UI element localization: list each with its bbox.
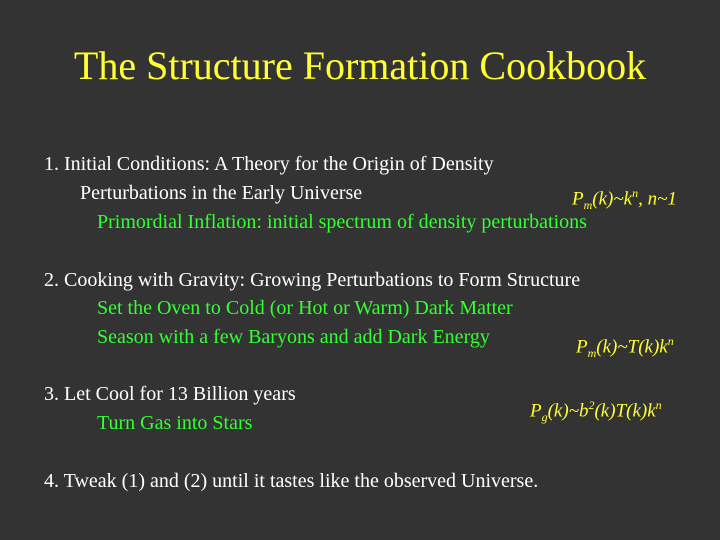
item-2-line-1: 2. Cooking with Gravity: Growing Perturbations to Form Structure: [44, 269, 581, 291]
formula-galaxy-power-spectrum: $P_g(k)\sim b^2(k)T(k)k^n$: [530, 398, 662, 425]
slide-title: The Structure Formation Cookbook: [73, 43, 647, 88]
item-2-sub-2: Season with a few Baryons and add Dark Energy: [97, 326, 490, 348]
item-3-sub-1: Turn Gas into Stars: [97, 412, 253, 434]
formula-power-spectrum-transfer: $P_m(k)\sim T(k)k^n$: [576, 334, 674, 361]
item-3-line-1: 3. Let Cool for 13 Billion years: [44, 383, 296, 405]
item-1-sub-1: Primordial Inflation: initial spectrum of density perturbations: [97, 211, 587, 233]
formula-power-spectrum-initial: $P_m(k)\sim k^n$, n~1: [572, 186, 677, 213]
item-1-line-2: Perturbations in the Early Universe: [80, 182, 363, 204]
item-2-sub-1: Set the Oven to Cold (or Hot or Warm) Dark Matter: [97, 297, 513, 319]
item-4-line-1: 4. Tweak (1) and (2) until it tastes like the observed Universe.: [44, 470, 539, 492]
item-1-line-1: 1. Initial Conditions: A Theory for the Origin of Density: [44, 153, 494, 175]
